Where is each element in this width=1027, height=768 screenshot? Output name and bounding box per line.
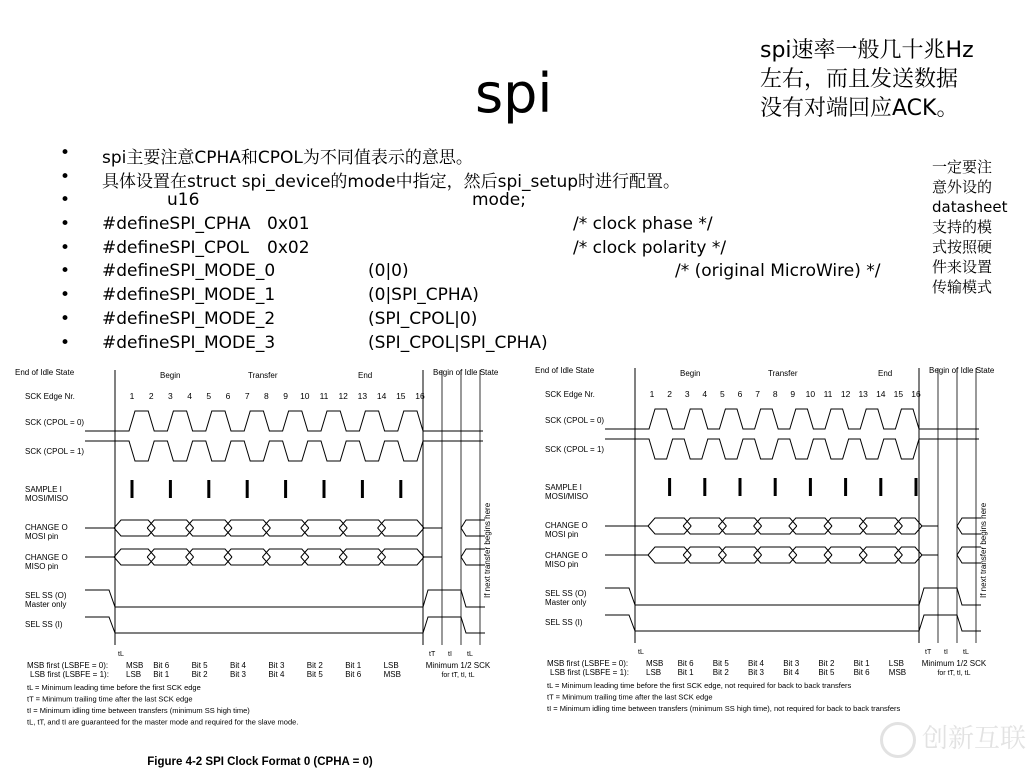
bullet-text: 0x01 bbox=[267, 214, 310, 235]
sck-cpol1-label: SCK (CPOL = 1) bbox=[25, 447, 85, 456]
note-line: 式按照硬 bbox=[932, 238, 993, 256]
lsb-row-cell: LSB first (LSBFE = 1): bbox=[30, 670, 109, 679]
bullet-text: spi主要注意CPHA和CPOL为不同值表示的意思。 bbox=[102, 148, 473, 168]
mosi-wave bbox=[461, 528, 485, 536]
msb-row-cell: Bit 6 bbox=[153, 661, 170, 670]
lsb-row-cell: Bit 5 bbox=[306, 670, 323, 679]
note-line: 传输模式 bbox=[932, 278, 993, 296]
sample-mark bbox=[131, 480, 134, 498]
lsb-row-cell: MSB bbox=[383, 670, 401, 679]
note-line: 一定要注 bbox=[932, 158, 993, 176]
bullet-icon: • bbox=[60, 166, 71, 187]
tt-label: tT bbox=[429, 651, 436, 658]
note-line: 没有对端回应ACK。 bbox=[760, 96, 959, 121]
note-line: 意外设的 bbox=[932, 178, 993, 196]
edge-number: 13 bbox=[357, 391, 368, 401]
msb-row-cell: Bit 2 bbox=[818, 659, 835, 668]
mosi-wave bbox=[114, 520, 155, 528]
ss-in-wave bbox=[85, 617, 485, 633]
bullet-text: /* (original MicroWire) */ bbox=[675, 261, 881, 282]
msb-row-cell: MSB first (LSBFE = 0): bbox=[27, 661, 109, 670]
bullet-icon: • bbox=[60, 308, 71, 329]
edge-number: 1 bbox=[129, 391, 135, 401]
sample-label: MOSI/MISO bbox=[25, 494, 69, 503]
sample-mark bbox=[246, 480, 249, 498]
lsb-row-cell: LSB first (LSBFE = 1): bbox=[550, 668, 629, 677]
lsb-row-cell: Bit 5 bbox=[818, 668, 835, 677]
sample-mark bbox=[207, 480, 210, 498]
edge-number: 4 bbox=[702, 389, 708, 399]
bullet-icon: • bbox=[60, 285, 71, 306]
tl-label: tL bbox=[963, 649, 969, 656]
lsb-row-cell: Bit 4 bbox=[268, 670, 285, 679]
msb-row-cell: Bit 3 bbox=[783, 659, 800, 668]
msb-row-cell: Bit 2 bbox=[306, 661, 323, 670]
min-label: for tT, tI, tL bbox=[937, 670, 971, 677]
edge-number: 8 bbox=[772, 389, 778, 399]
note-line: 支持的模 bbox=[932, 218, 993, 236]
sample-label: MOSI/MISO bbox=[545, 492, 589, 501]
edge-number: 11 bbox=[319, 391, 329, 401]
tl-label: tL bbox=[118, 651, 124, 658]
bullet-text: u16 bbox=[167, 190, 200, 211]
edge-number: 9 bbox=[790, 389, 796, 399]
miso-wave bbox=[461, 549, 485, 557]
miso-label: MISO pin bbox=[25, 562, 59, 571]
edge-number: 5 bbox=[720, 389, 725, 399]
ss-out-label: Master only bbox=[545, 598, 587, 607]
tt-label: tT bbox=[925, 649, 932, 656]
edge-number: 12 bbox=[840, 389, 851, 399]
sample-mark bbox=[915, 478, 918, 496]
begin-idle-label: Begin of Idle State bbox=[433, 368, 499, 377]
ti-label: tI bbox=[448, 651, 452, 658]
mosi-label: CHANGE O bbox=[25, 523, 68, 532]
tl-label: tL bbox=[638, 649, 644, 656]
lsb-row-cell: Bit 6 bbox=[853, 668, 870, 677]
mosi-label: MOSI pin bbox=[545, 530, 579, 539]
edge-number: 12 bbox=[338, 391, 348, 401]
legend-note: tI = Minimum idling time between transfers (minimum SS high time) bbox=[27, 706, 250, 715]
miso-label: CHANGE O bbox=[545, 551, 588, 560]
note-line: spi速率一般几十兆Hz bbox=[760, 38, 974, 63]
edge-number: 2 bbox=[667, 389, 672, 399]
tl-label: tL bbox=[467, 651, 473, 658]
edge-number: 4 bbox=[187, 391, 192, 401]
lsb-row-cell: Bit 6 bbox=[345, 670, 362, 679]
legend-note: tI = Minimum idling time between transfers (minimum SS high time), not required for back to back transfers bbox=[547, 704, 901, 713]
bullet-icon: • bbox=[60, 190, 71, 211]
end-idle-label: End of Idle State bbox=[15, 368, 75, 377]
ss-out-label: SEL SS (O) bbox=[25, 591, 67, 600]
lsb-row-cell: Bit 1 bbox=[677, 668, 694, 677]
edge-nr-label: SCK Edge Nr. bbox=[25, 392, 75, 401]
next-transfer-label: If next transfer begins here bbox=[979, 502, 988, 598]
sample-label: SAMPLE I bbox=[25, 485, 62, 494]
sample-mark bbox=[668, 478, 671, 496]
begin-idle-label: Begin of Idle State bbox=[929, 366, 995, 375]
miso-label: CHANGE O bbox=[25, 553, 68, 562]
lsb-row-cell: Bit 3 bbox=[748, 668, 765, 677]
edge-number: 9 bbox=[283, 391, 288, 401]
figure-caption: Figure 4-2 SPI Clock Format 0 (CPHA = 0) bbox=[147, 756, 373, 768]
bullet-icon: • bbox=[60, 261, 71, 282]
mosi-label: MOSI pin bbox=[25, 532, 59, 541]
edge-nr-label: SCK Edge Nr. bbox=[545, 390, 595, 399]
bullet-text: #defineSPI_MODE_2 bbox=[102, 308, 276, 329]
min-label: Minimum 1/2 SCK bbox=[425, 661, 491, 670]
edge-number: 8 bbox=[264, 391, 269, 401]
edge-number: 11 bbox=[823, 389, 833, 399]
sample-mark bbox=[774, 478, 777, 496]
msb-row-cell: Bit 6 bbox=[677, 659, 694, 668]
end-idle-label: End of Idle State bbox=[535, 366, 595, 375]
watermark-text: 创新互联 bbox=[922, 724, 1027, 754]
mosi-wave bbox=[461, 520, 485, 528]
mosi-label: CHANGE O bbox=[545, 521, 588, 530]
mosi-wave bbox=[894, 526, 922, 534]
bullet-text: mode; bbox=[472, 190, 526, 211]
slide-title: spi bbox=[475, 62, 553, 125]
mosi-wave bbox=[957, 526, 981, 534]
sample-mark bbox=[844, 478, 847, 496]
legend-note: tT = Minimum trailing time after the last SCK edge bbox=[27, 694, 193, 704]
ss-out-label: SEL SS (O) bbox=[545, 589, 587, 598]
bullet-text: #defineSPI_CPOL bbox=[102, 237, 249, 258]
edge-number: 14 bbox=[876, 389, 886, 399]
transfer-label: Transfer bbox=[248, 371, 278, 380]
edge-number: 6 bbox=[737, 389, 743, 399]
msb-row-cell: LSB bbox=[888, 659, 904, 668]
bullet-text: (SPI_CPOL|0) bbox=[368, 308, 478, 329]
edge-number: 1 bbox=[649, 389, 655, 399]
lsb-row-cell: LSB bbox=[646, 668, 662, 677]
sck-cpol0-wave bbox=[605, 409, 979, 429]
note-line: datasheet bbox=[932, 198, 1008, 216]
msb-row-cell: Bit 5 bbox=[712, 659, 729, 668]
msb-row-cell: Bit 1 bbox=[853, 659, 870, 668]
msb-row-cell: LSB bbox=[383, 661, 399, 670]
ss-out-wave bbox=[85, 590, 485, 607]
note-line: 件来设置 bbox=[932, 258, 993, 276]
bullet-text: (SPI_CPOL|SPI_CPHA) bbox=[368, 332, 548, 353]
msb-row-cell: MSB first (LSBFE = 0): bbox=[547, 659, 629, 668]
ss-out-label: Master only bbox=[25, 600, 67, 609]
lsb-row-cell: Bit 2 bbox=[712, 668, 729, 677]
bullet-text: 具体设置在struct spi_device的mode中指定，然后spi_setup时进行配置。 bbox=[102, 171, 681, 192]
bullet-text: /* clock polarity */ bbox=[573, 237, 727, 258]
edge-number: 6 bbox=[225, 391, 231, 401]
miso-wave bbox=[957, 547, 981, 555]
lsb-row-cell: LSB bbox=[126, 670, 142, 679]
miso-wave bbox=[114, 557, 155, 565]
lsb-row-cell: Bit 3 bbox=[230, 670, 247, 679]
lsb-row-cell: Bit 2 bbox=[191, 670, 208, 679]
watermark bbox=[880, 718, 1026, 758]
sample-mark bbox=[739, 478, 742, 496]
edge-number: 2 bbox=[148, 391, 154, 401]
edge-number: 3 bbox=[684, 389, 690, 399]
bullet-icon: • bbox=[60, 143, 71, 163]
msb-row-cell: Bit 1 bbox=[345, 661, 362, 670]
bullet-text: #defineSPI_MODE_0 bbox=[102, 261, 276, 282]
bullet-icon: • bbox=[60, 332, 71, 353]
ss-out-wave bbox=[605, 588, 981, 605]
edge-number: 7 bbox=[755, 389, 760, 399]
bullet-text: #defineSPI_MODE_1 bbox=[102, 285, 276, 306]
bullet-text: (0|SPI_CPHA) bbox=[368, 285, 479, 306]
lsb-row-cell: Bit 4 bbox=[783, 668, 800, 677]
bullet-text: #defineSPI_MODE_3 bbox=[102, 332, 276, 353]
msb-row-cell: Bit 4 bbox=[230, 661, 247, 670]
legend-note: tL, tT, and tI are guaranteed for the master mode and required for the slave mode. bbox=[27, 717, 299, 727]
sample-label: SAMPLE I bbox=[545, 483, 582, 492]
miso-wave bbox=[894, 547, 922, 555]
edge-number: 16 bbox=[911, 389, 921, 399]
bullet-text: #defineSPI_CPHA bbox=[102, 214, 251, 235]
ss-in-wave bbox=[605, 615, 981, 631]
transfer-label: Transfer bbox=[768, 369, 798, 378]
sck-cpol1-wave bbox=[605, 439, 979, 459]
miso-wave bbox=[461, 557, 485, 565]
min-label: for tT, tI, tL bbox=[441, 672, 475, 679]
lsb-row-cell: Bit 1 bbox=[153, 670, 170, 679]
sck-cpol0-label: SCK (CPOL = 0) bbox=[545, 416, 605, 425]
next-transfer-label: If next transfer begins here bbox=[483, 502, 492, 598]
edge-number: 15 bbox=[893, 389, 904, 399]
msb-row-cell: Bit 3 bbox=[268, 661, 285, 670]
note-line: 左右，而且发送数据 bbox=[760, 67, 959, 92]
mosi-wave bbox=[894, 518, 922, 526]
msb-row-cell: MSB bbox=[646, 659, 664, 668]
miso-wave bbox=[894, 555, 922, 563]
sck-cpol0-label: SCK (CPOL = 0) bbox=[25, 418, 85, 427]
bullet-text: (0|0) bbox=[368, 261, 409, 282]
sample-mark bbox=[284, 480, 287, 498]
begin-label: Begin bbox=[680, 369, 701, 378]
mosi-wave bbox=[957, 518, 981, 526]
bullet-icon: • bbox=[60, 214, 71, 235]
sample-mark bbox=[703, 478, 706, 496]
end-label: End bbox=[878, 369, 893, 378]
bullet-text: /* clock phase */ bbox=[573, 214, 713, 235]
miso-wave bbox=[957, 555, 981, 563]
legend-note: tT = Minimum trailing time after the last SCK edge bbox=[547, 692, 713, 702]
begin-label: Begin bbox=[160, 371, 181, 380]
min-label: Minimum 1/2 SCK bbox=[921, 659, 987, 668]
sample-mark bbox=[809, 478, 812, 496]
edge-number: 3 bbox=[168, 391, 173, 401]
edge-number: 15 bbox=[396, 391, 406, 401]
miso-label: MISO pin bbox=[545, 560, 579, 569]
edge-number: 10 bbox=[805, 389, 816, 399]
lsb-row-cell: MSB bbox=[888, 668, 907, 677]
mosi-wave bbox=[114, 528, 155, 536]
sample-mark bbox=[323, 480, 326, 498]
msb-row-cell: Bit 5 bbox=[191, 661, 208, 670]
bullet-text: 0x02 bbox=[267, 237, 310, 258]
legend-note: tL = Minimum leading time before the first SCK edge bbox=[27, 683, 201, 692]
msb-row-cell: Bit 4 bbox=[748, 659, 765, 668]
sample-mark bbox=[361, 480, 364, 498]
bullet-icon: • bbox=[60, 237, 71, 258]
ss-in-label: SEL SS (I) bbox=[25, 620, 63, 629]
edge-number: 14 bbox=[376, 391, 387, 401]
edge-number: 16 bbox=[415, 391, 425, 401]
end-label: End bbox=[358, 371, 373, 380]
edge-number: 7 bbox=[244, 391, 250, 401]
edge-number: 5 bbox=[206, 391, 212, 401]
sample-mark bbox=[399, 480, 402, 498]
edge-number: 10 bbox=[300, 391, 310, 401]
legend-note: tL = Minimum leading time before the first SCK edge, not required for back to back transfers bbox=[547, 681, 852, 690]
sck-cpol1-label: SCK (CPOL = 1) bbox=[545, 445, 605, 454]
watermark-logo-icon bbox=[880, 722, 916, 758]
edge-number: 13 bbox=[858, 389, 868, 399]
ti-label: tI bbox=[944, 649, 948, 656]
msb-row-cell: MSB bbox=[126, 661, 144, 670]
ss-in-label: SEL SS (I) bbox=[545, 618, 583, 627]
sample-mark bbox=[879, 478, 882, 496]
miso-wave bbox=[114, 549, 155, 557]
sample-mark bbox=[169, 480, 172, 498]
